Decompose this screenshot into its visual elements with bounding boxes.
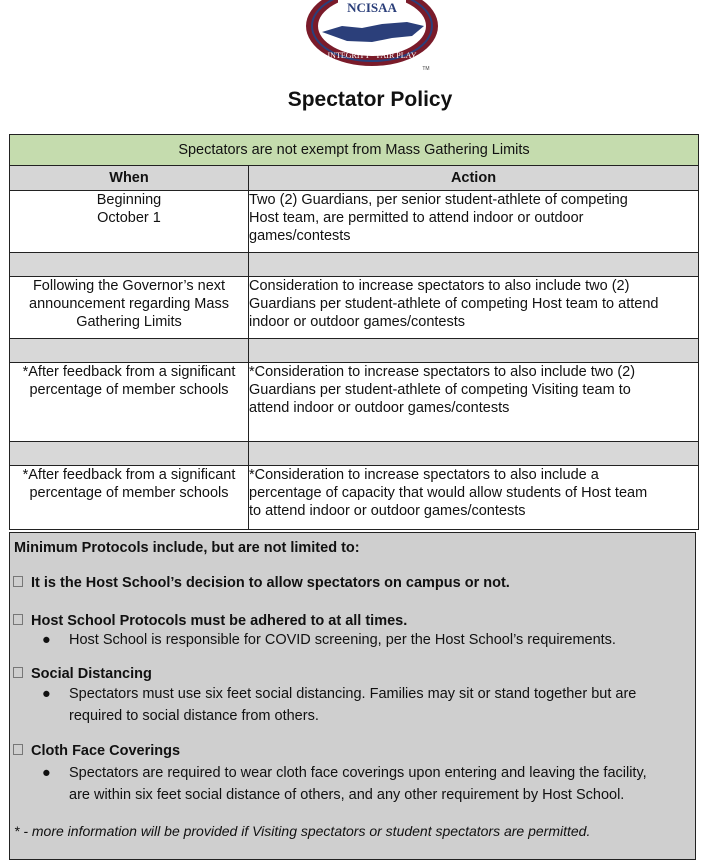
table-row [10,277,699,339]
protocol-bullet: ● Host School is responsible for COVID screening, per the Host School’s requirements. [42,629,682,651]
minimum-protocols-panel [9,532,696,860]
protocol-item: Host School Protocols must be adhered to at all times. [13,613,407,629]
bullet-icon: ● [42,686,51,702]
action-cell: Consideration to increase spectators to also include two (2) Guardians per student-athlete of competing Host team to attend indoor or outdoor games/contests [249,277,699,339]
action-cell: *Consideration to increase spectators to also include a percentage of capacity that would allow students of Host team to attend indoor or outdoor games/contests [249,466,699,530]
bullet-icon: ● [42,632,51,648]
action-cell: *Consideration to increase spectators to also include two (2) Guardians per student-athlete of competing Visiting team to attend indoor or outdoor games/contests [249,363,699,442]
logo-tagline: INTEGRITY • FAIR PLAY [327,51,417,60]
logo-tm: TM [422,66,430,72]
checkbox-icon [13,614,23,625]
spacer-row [10,442,699,466]
footnote: * - more information will be provided if Visiting spectators or student spectators are permitted. [14,823,591,839]
spectator-policy-table [9,134,699,530]
column-header-action: Action [249,166,699,191]
protocol-item: Social Distancing [13,666,152,682]
table-row [10,363,699,442]
logo-name: NCISAA [347,0,397,15]
checkbox-icon [13,744,23,755]
page-title: Spectator Policy [287,88,453,111]
when-cell: Beginning October 1 [10,191,249,253]
protocol-bullet: ● Spectators are required to wear cloth face coverings upon entering and leaving the facility, are within six feet social distance of others, and any other requirement by Host School. [42,762,682,806]
table-banner-row [10,135,699,166]
protocol-bullet: ● Spectators must use six feet social distancing. Families may sit or stand together but are required to social distance from others. [42,683,682,727]
protocol-item: Cloth Face Coverings [13,743,180,759]
bullet-icon: ● [42,765,51,781]
protocols-heading: Minimum Protocols include, but are not limited to: [14,540,360,556]
checkbox-icon [13,667,23,678]
when-cell: Following the Governor’s next announcement regarding Mass Gathering Limits [10,277,249,339]
checkbox-icon [13,576,23,587]
when-cell: *After feedback from a significant percentage of member schools [10,466,249,530]
spacer-row [10,339,699,363]
table-banner: Spectators are not exempt from Mass Gathering Limits [10,135,699,166]
protocol-item: It is the Host School’s decision to allow spectators on campus or not. [13,575,510,591]
column-header-when: When [10,166,249,191]
ncisaa-logo [302,0,442,72]
table-row [10,466,699,530]
when-cell: *After feedback from a significant percentage of member schools [10,363,249,442]
spacer-row [10,253,699,277]
action-cell: Two (2) Guardians, per senior student-athlete of competing Host team, are permitted to attend indoor or outdoor games/contests [249,191,699,253]
table-header-row [10,166,699,191]
table-row [10,191,699,253]
